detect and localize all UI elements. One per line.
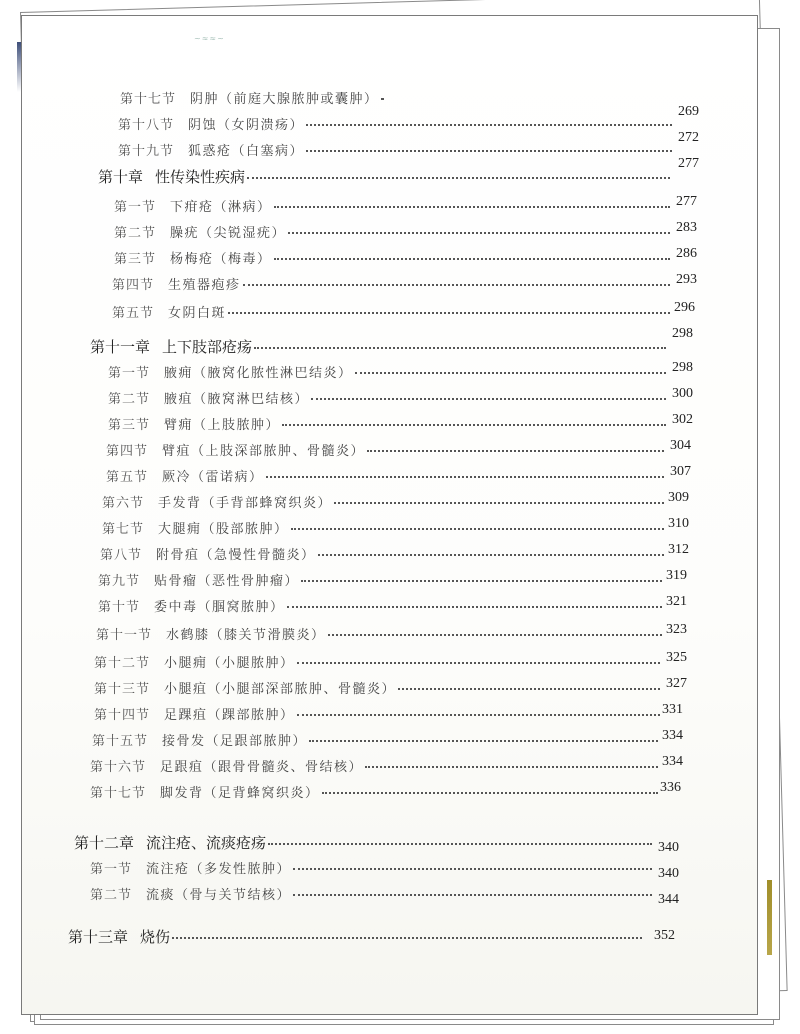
section-title: 足踝疽（踝部脓肿） (164, 708, 295, 723)
section-number: 第二节 (114, 226, 157, 241)
section-title: 臊疣（尖锐湿疣） (170, 226, 287, 241)
chapter-number: 第十章 (98, 170, 144, 186)
toc-section-row (94, 652, 660, 671)
dot-leader (282, 424, 666, 426)
page-number: 307 (670, 464, 691, 479)
chapter-title: 性传染性疾病 (155, 170, 246, 186)
section-number: 第十二节 (94, 656, 151, 671)
section-number: 第六节 (102, 496, 145, 511)
chapter-number: 第十二章 (74, 836, 135, 852)
dot-leader (365, 766, 658, 768)
dot-leader (243, 284, 670, 286)
section-title: 流注疮（多发性脓肿） (146, 862, 292, 877)
toc-section-row (114, 222, 670, 241)
toc-section-row (102, 492, 664, 511)
dot-leader (328, 634, 662, 636)
toc-section-row (120, 88, 382, 107)
page-number: 302 (672, 412, 693, 427)
page-number: 340 (658, 840, 679, 855)
dot-leader (322, 792, 658, 794)
toc-chapter-row (90, 336, 666, 357)
page-number: 352 (654, 928, 675, 943)
toc-section-row (90, 756, 658, 775)
toc-chapter-row (74, 832, 652, 853)
toc-section-row (98, 596, 662, 615)
dot-leader (288, 232, 670, 234)
section-title: 小腿痈（小腿脓肿） (164, 656, 295, 671)
toc-section-row (108, 362, 666, 381)
section-number: 第五节 (106, 470, 149, 485)
dot-leader (309, 740, 658, 742)
dot-leader (266, 476, 664, 478)
section-number: 第十九节 (118, 144, 175, 159)
dot-leader (297, 714, 660, 716)
section-number: 第一节 (90, 862, 133, 877)
toc-section-row (106, 466, 664, 485)
page-number: 323 (666, 622, 687, 637)
page-number: 340 (658, 866, 679, 881)
dot-leader (228, 312, 670, 314)
section-number: 第三节 (108, 418, 151, 433)
section-number: 第十节 (98, 600, 141, 615)
toc-section-row (108, 388, 666, 407)
dot-leader (247, 177, 670, 179)
toc-section-row (94, 704, 660, 723)
section-title: 下疳疮（淋病） (170, 200, 272, 215)
section-title: 脚发背（足背蜂窝织炎） (160, 786, 320, 801)
section-number: 第十四节 (94, 708, 151, 723)
page-number: 286 (676, 246, 697, 261)
section-title: 女阴白斑 (168, 306, 227, 321)
page-number: 336 (660, 780, 681, 795)
page-number: 269 (678, 104, 699, 119)
page-number: 325 (666, 650, 687, 665)
section-number: 第十六节 (90, 760, 147, 775)
chapter-title: 流注疮、流痰疮疡 (146, 836, 267, 852)
chapter-title: 上下肢部疮疡 (162, 340, 253, 356)
page-number: 331 (662, 702, 683, 717)
page-number: 277 (678, 156, 699, 171)
section-title: 厥冷（雷诺病） (162, 470, 264, 485)
toc-section-row (96, 624, 662, 643)
dot-leader (311, 398, 666, 400)
dot-leader (355, 372, 666, 374)
toc-section-row (92, 730, 658, 749)
section-title: 小腿疽（小腿部深部脓肿、骨髓炎） (164, 682, 397, 697)
section-number: 第二节 (90, 888, 133, 903)
section-title: 手发背（手背部蜂窝织炎） (158, 496, 333, 511)
page-number: 334 (662, 754, 683, 769)
section-title: 阴肿（前庭大腺脓肿或囊肿） (190, 92, 379, 107)
toc-section-row (90, 782, 658, 801)
page-number: 321 (666, 594, 687, 609)
toc-section-row (118, 114, 672, 133)
dot-leader (306, 124, 672, 126)
section-title: 腋疽（腋窝淋巴结核） (164, 392, 310, 407)
section-number: 第一节 (108, 366, 151, 381)
dot-leader (398, 688, 660, 690)
dot-leader (306, 150, 672, 152)
dot-leader (274, 206, 670, 208)
dot-leader (367, 450, 664, 452)
section-title: 附骨疽（急慢性骨髓炎） (156, 548, 316, 563)
dot-leader (274, 258, 670, 260)
dot-leader (334, 502, 664, 504)
section-title: 流痰（骨与关节结核） (146, 888, 292, 903)
page-number: 300 (672, 386, 693, 401)
section-title: 生殖器疱疹 (168, 278, 241, 293)
dot-leader (381, 98, 382, 100)
toc-section-row (108, 414, 666, 433)
dot-leader (172, 937, 642, 939)
dot-leader (318, 554, 664, 556)
page-number: 293 (676, 272, 697, 287)
page-number: 319 (666, 568, 687, 583)
dot-leader (254, 347, 666, 349)
toc-section-row (94, 678, 660, 697)
toc-chapter-row (98, 166, 670, 187)
toc-page (21, 15, 758, 1015)
chapter-number: 第十三章 (68, 930, 129, 946)
section-title: 接骨发（足跟部脓肿） (162, 734, 308, 749)
dot-leader (297, 662, 660, 664)
toc-chapter-row (68, 926, 642, 947)
section-title: 大腿痈（股部脓肿） (158, 522, 289, 537)
toc-section-row (98, 570, 662, 589)
section-title: 贴骨瘤（恶性骨肿瘤） (154, 574, 300, 589)
page-number: 272 (678, 130, 699, 145)
section-number: 第四节 (112, 278, 155, 293)
chapter-number: 第十一章 (90, 340, 151, 356)
section-title: 委中毒（腘窝脓肿） (154, 600, 285, 615)
section-number: 第十三节 (94, 682, 151, 697)
page-number: 298 (672, 360, 693, 375)
section-title: 阴蚀（女阴溃疡） (188, 118, 305, 133)
section-title: 狐惑疮（白塞病） (188, 144, 305, 159)
section-number: 第五节 (112, 306, 155, 321)
section-number: 第十一节 (96, 628, 153, 643)
toc-section-row (114, 248, 670, 267)
table-of-contents (22, 16, 757, 1014)
section-title: 腋痈（腋窝化脓性淋巴结炎） (164, 366, 353, 381)
section-number: 第十八节 (118, 118, 175, 133)
section-number: 第十七节 (120, 92, 177, 107)
dot-leader (293, 894, 652, 896)
cover-edge-strip (767, 880, 772, 955)
toc-section-row (118, 140, 672, 159)
section-title: 杨梅疮（梅毒） (170, 252, 272, 267)
dot-leader (291, 528, 664, 530)
page-number: 296 (674, 300, 695, 315)
page-number: 304 (670, 438, 691, 453)
section-number: 第一节 (114, 200, 157, 215)
section-title: 臂痈（上肢脓肿） (164, 418, 281, 433)
page-number: 309 (668, 490, 689, 505)
section-title: 足跟疽（跟骨骨髓炎、骨结核） (160, 760, 364, 775)
section-number: 第二节 (108, 392, 151, 407)
chapter-title: 烧伤 (140, 930, 171, 946)
page-number: 277 (676, 194, 697, 209)
toc-section-row (112, 302, 670, 321)
dot-leader (301, 580, 662, 582)
toc-section-row (102, 518, 664, 537)
toc-section-row (90, 884, 652, 903)
section-number: 第八节 (100, 548, 143, 563)
dot-leader (287, 606, 662, 608)
dot-leader (268, 843, 652, 845)
toc-section-row (112, 274, 670, 293)
toc-section-row (90, 858, 652, 877)
dot-leader (293, 868, 652, 870)
section-number: 第九节 (98, 574, 141, 589)
section-number: 第十七节 (90, 786, 147, 801)
toc-section-row (114, 196, 670, 215)
page-number: 312 (668, 542, 689, 557)
section-title: 臂疽（上肢深部脓肿、骨髓炎） (162, 444, 366, 459)
toc-section-row (106, 440, 664, 459)
section-title: 水鹤膝（膝关节滑膜炎） (166, 628, 326, 643)
page-number: 283 (676, 220, 697, 235)
page-number: 327 (666, 676, 687, 691)
section-number: 第七节 (102, 522, 145, 537)
page-number: 344 (658, 892, 679, 907)
page-number: 310 (668, 516, 689, 531)
toc-section-row (100, 544, 664, 563)
page-number: 334 (662, 728, 683, 743)
section-number: 第四节 (106, 444, 149, 459)
header-ornament-icon: ~≈≈~ (194, 34, 225, 43)
section-number: 第十五节 (92, 734, 149, 749)
page-number: 298 (672, 326, 693, 341)
section-number: 第三节 (114, 252, 157, 267)
